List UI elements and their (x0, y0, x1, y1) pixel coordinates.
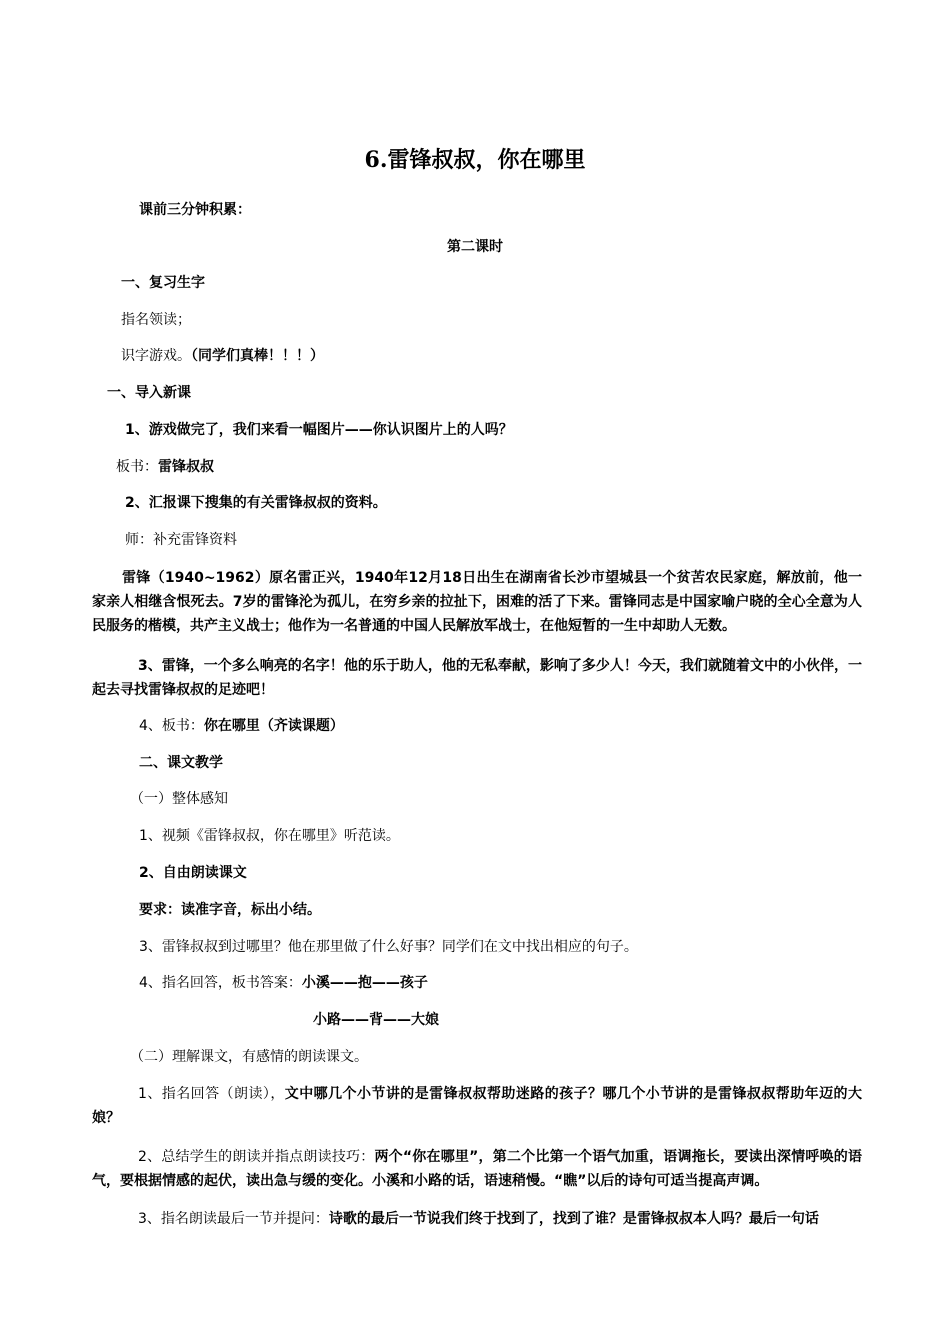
understanding-item-1 (92, 1082, 862, 1130)
overview-item-4 (139, 973, 428, 993)
intro-item-4-label: 4、板书： (139, 718, 204, 734)
intro-item-1: 1、游戏做完了，我们来看一幅图片——你认识图片上的人吗？ (125, 422, 513, 438)
review-line-2 (121, 346, 324, 366)
intro-board-label: 板书： (116, 459, 158, 475)
overview-item-2: 2、自由朗读课文 (139, 865, 247, 881)
intro-teacher: 师：补充雷锋资料 (125, 532, 237, 548)
overview-item-1: 1、视频《雷锋叔叔，你在哪里》听范读。 (139, 828, 400, 844)
biography-paragraph: 雷锋（1940~1962）原名雷正兴，1940年12月18日出生在湖南省长沙市望城县一个贫苦农民家庭，解放前，他一家亲人相继含恨死去。7岁的雷锋沦为孤儿，在穷乡亲的拉扯下，困难的活了下来。雷锋同志是中国家喻户晓的全心全意为人民服务的楷模，共产主义战士；他作为一名普通的中国人民解放军战士，在他短暂的一生中却助人无数。 (92, 570, 862, 634)
board-answer-2: 小路——背——大娘 (313, 1012, 439, 1028)
understanding-item-2-tips: 两个“你在哪里”，第二个比第一个语气加重，语调拖长，要读出深情呼唤的语气，要根据情感的起伏，读出急与缓的变化。小溪和小路的话，语速稍慢。“瞧”以后的诗句可适当提高声调。 (92, 1149, 862, 1189)
overview-item-3: 3、雷锋叔叔到过哪里？他在那里做了什么好事？同学们在文中找出相应的句子。 (139, 939, 638, 955)
understanding-item-1-question: 文中哪几个小节讲的是雷锋叔叔帮助迷路的孩子？哪几个小节讲的是雷锋叔叔帮助年迈的大娘？ (92, 1086, 862, 1126)
intro-board (116, 457, 214, 477)
intro-item-4-text: 你在哪里（齐读课题） (203, 718, 344, 734)
section-review-heading: 一、复习生字 (121, 275, 205, 291)
understanding-item-2 (92, 1145, 862, 1193)
pre-class-label: 课前三分钟积累： (139, 202, 251, 218)
understanding-item-2-label: 2、总结学生的朗读并指点朗读技巧： (138, 1149, 375, 1165)
review-line-1: 指名领读； (121, 312, 191, 328)
subsection-understanding: （二）理解课文，有感情的朗读课文。 (130, 1049, 368, 1065)
intro-item-4 (139, 716, 344, 736)
section-intro-heading: 一、导入新课 (107, 385, 191, 401)
overview-item-4-label: 4、指名回答，板书答案： (139, 975, 302, 991)
understanding-item-3-label: 3、指名朗读最后一节并提问： (138, 1211, 329, 1227)
understanding-item-3 (92, 1207, 862, 1231)
subsection-overview: （一）整体感知 (130, 791, 228, 807)
understanding-item-3-question: 诗歌的最后一节说我们终于找到了，找到了谁？是雷锋叔叔本人吗？最后一句话 (328, 1211, 819, 1227)
review-line-2-praise: （同学们真棒！！！） (191, 348, 324, 364)
document-title: 6.雷锋叔叔，你在哪里 (364, 147, 586, 173)
review-line-2-text: 识字游戏。 (121, 348, 191, 364)
overview-requirement: 要求：读准字音，标出小结。 (139, 902, 321, 918)
understanding-item-1-label: 1、指名回答（朗读）， (138, 1086, 285, 1102)
board-answer-1: 小溪——抱——孩子 (301, 975, 428, 991)
section-text-heading: 二、课文教学 (139, 755, 223, 771)
intro-board-text: 雷锋叔叔 (158, 459, 214, 475)
lesson-heading: 第二课时 (447, 239, 503, 255)
intro-item-3: 3、雷锋，一个多么响亮的名字！他的乐于助人，他的无私奉献，影响了多少人！今天，我们就随着文中的小伙伴，一起去寻找雷锋叔叔的足迹吧！ (92, 658, 862, 698)
intro-item-2: 2、汇报课下搜集的有关雷锋叔叔的资料。 (125, 495, 387, 511)
